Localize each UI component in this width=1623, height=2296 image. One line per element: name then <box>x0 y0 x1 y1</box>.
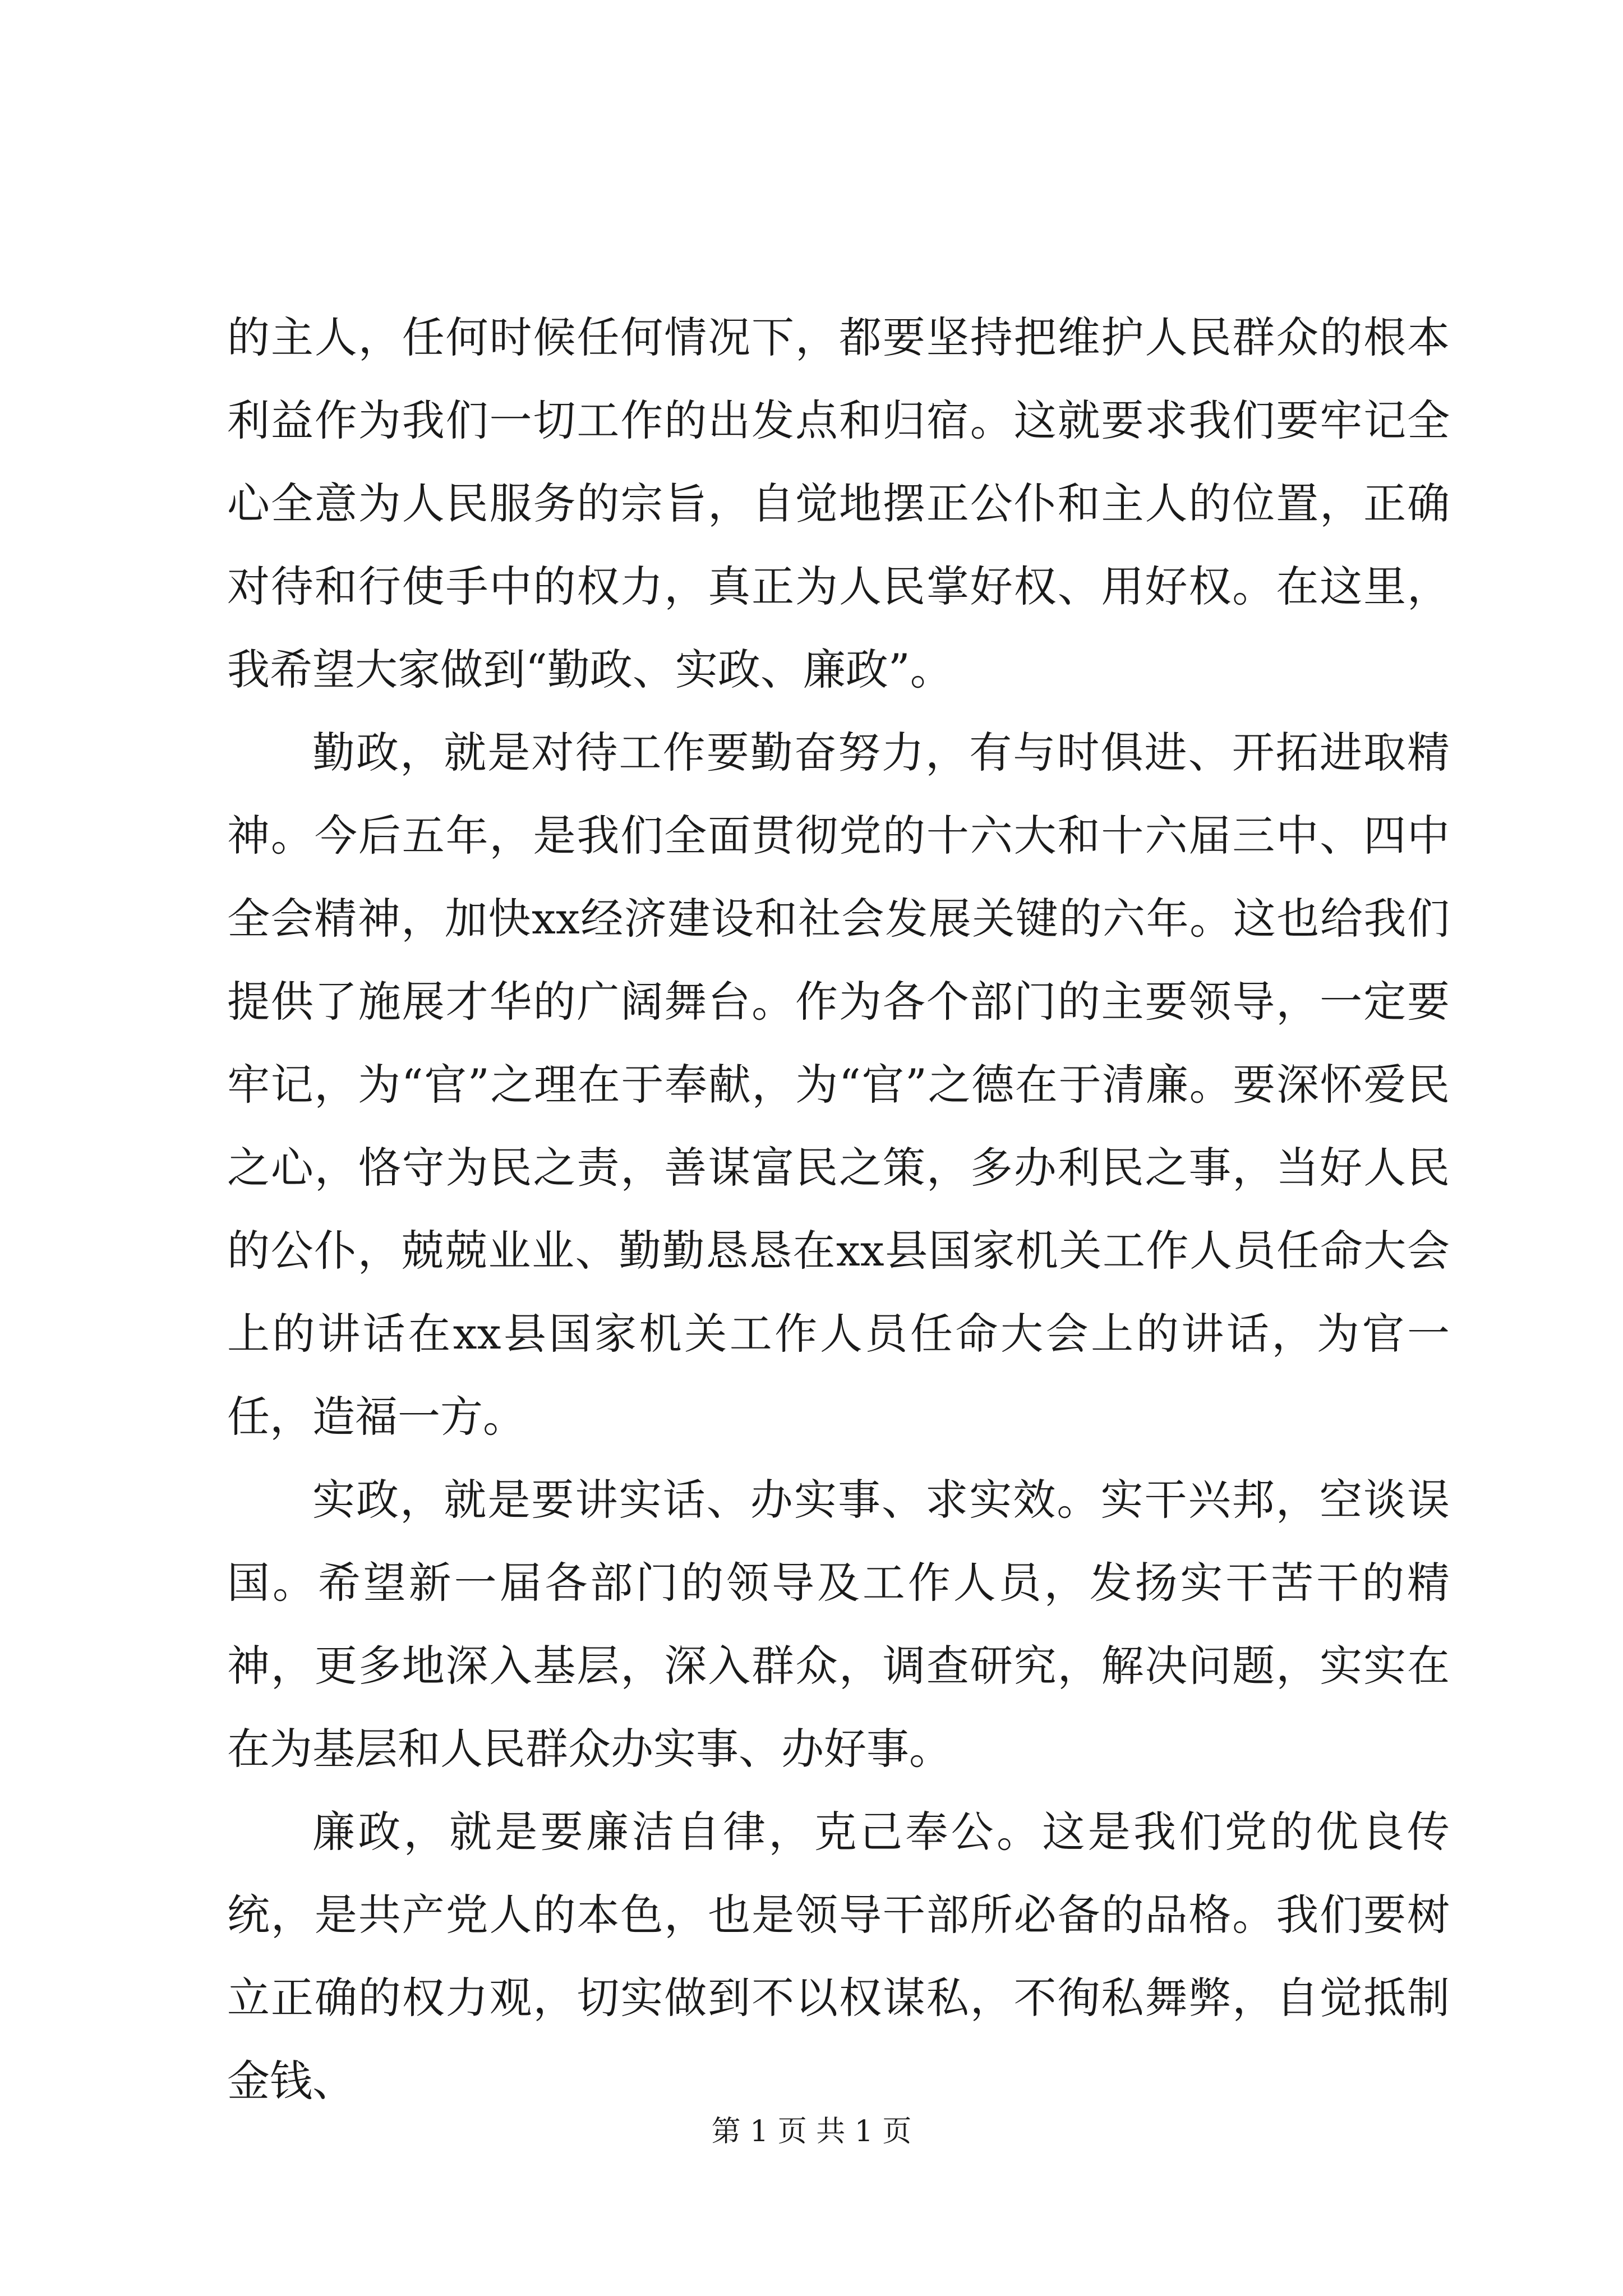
paragraph-lianzheng: 廉政，就是要廉洁自律，克己奉公。这是我们党的优良传统，是共产党人的本色，也是领导干部所必备的品格。我们要树立正确的权力观，切实做到不以权谋私，不徇私舞弊，自觉抵制金钱、 <box>227 1807 1450 2106</box>
document-body <box>227 296 1450 2123</box>
page-number-footer: 第 1 页 共 1 页 <box>711 2115 912 2148</box>
paragraph-qinzheng: 勤政，就是对待工作要勤奋努力，有与时俱进、开拓进取精神。今后五年，是我们全面贯彻党的十六大和十六届三中、四中全会精神，加快xx经济建设和社会发展关键的六年。这也给我们提供了施展才华的广阔舞台。作为各个部门的主要领导，一定要牢记，为“官”之理在于奉献，为“官”之德在于清廉。要深怀爱民之心，恪守为民之责，善谋富民之策，多办利民之事，当好人民的公仆，兢兢业业、勤勤恳恳在xx县国家机关工作人员任命大会上的讲话在xx县国家机关工作人员任命大会上的讲话，为官一任，造福一方。 <box>227 728 1450 1442</box>
paragraph-shizheng: 实政，就是要讲实话、办实事、求实效。实干兴邦，空谈误国。希望新一届各部门的领导及工作人员，发扬实干苦干的精神，更多地深入基层，深入群众，调查研究，解决问题，实实在在为基层和人民群众办实事、办好事。 <box>227 1475 1450 1774</box>
paragraph-continuation: 的主人，任何时候任何情况下，都要坚持把维护人民群众的根本利益作为我们一切工作的出发点和归宿。这就要求我们要牢记全心全意为人民服务的宗旨，自觉地摆正公仆和主人的位置，正确对待和行使手中的权力，真正为人民掌好权、用好权。在这里，我希望大家做到“勤政、实政、廉政”。 <box>227 312 1450 694</box>
